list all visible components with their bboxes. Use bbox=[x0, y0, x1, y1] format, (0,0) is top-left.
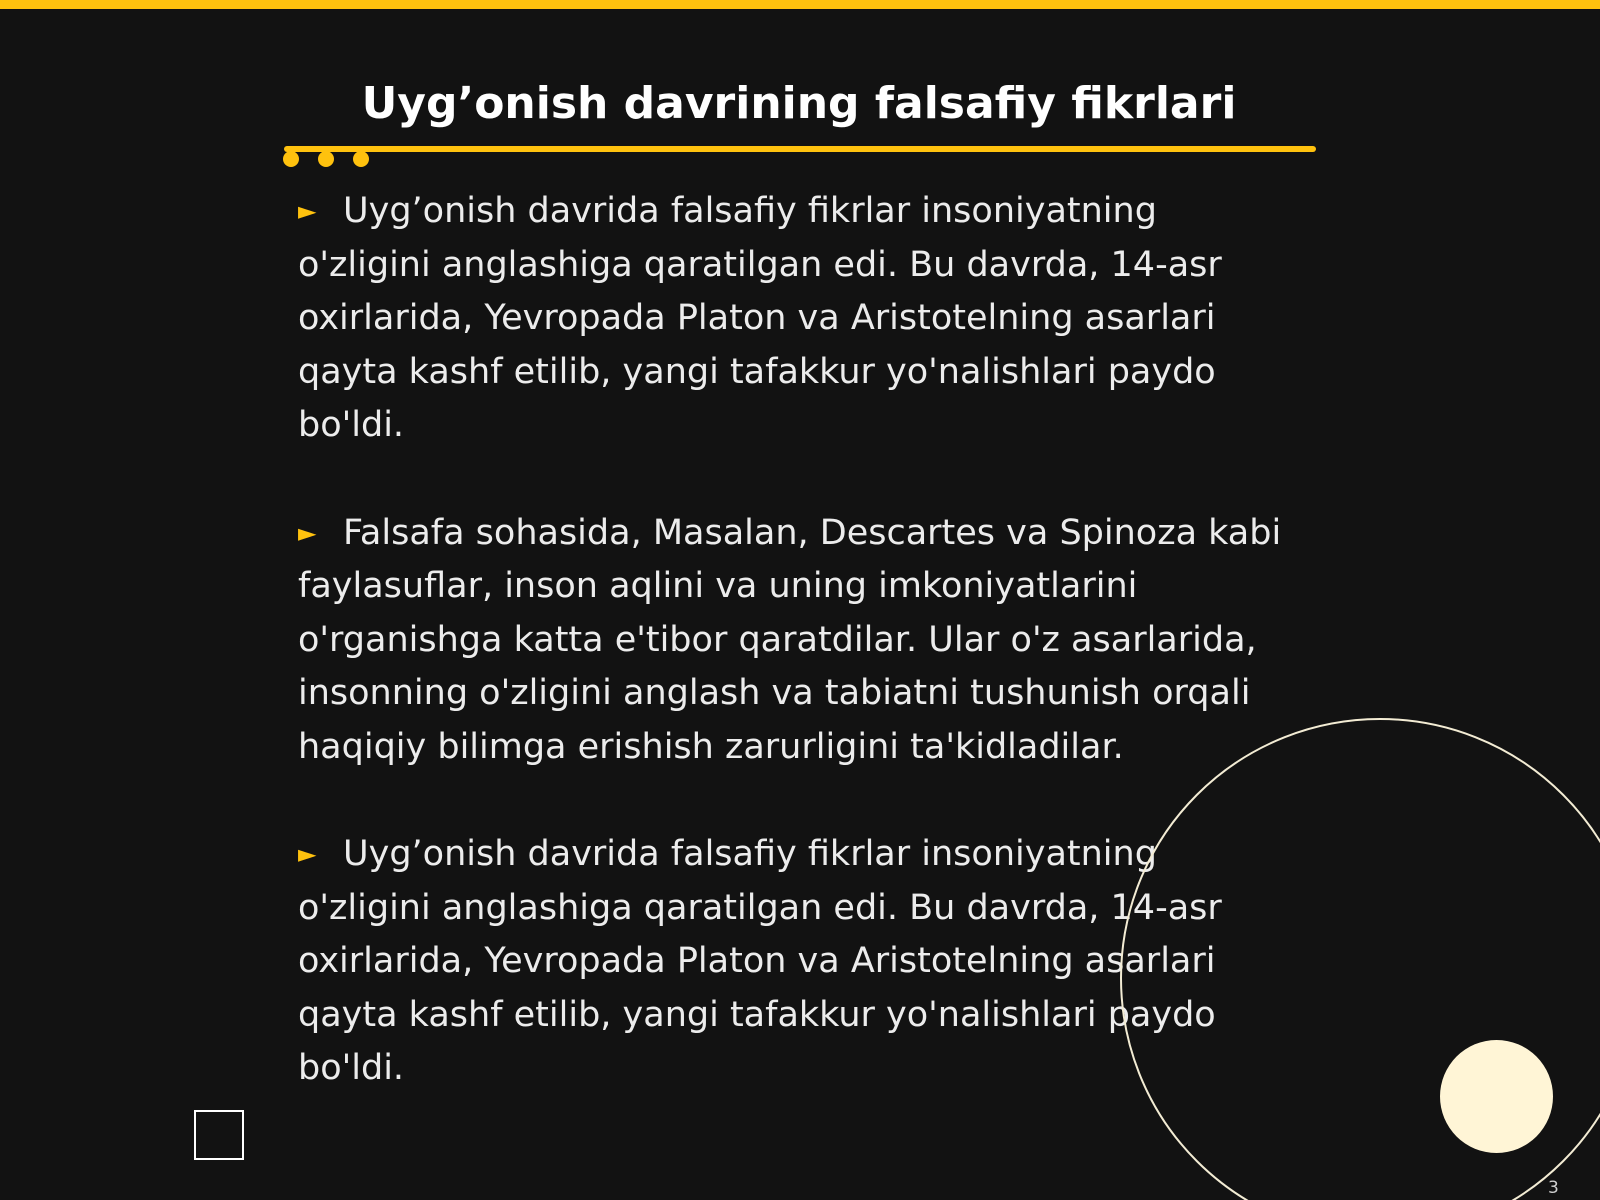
top-accent-bar bbox=[0, 0, 1600, 9]
decorative-square bbox=[194, 1110, 244, 1160]
bullet-paragraph bbox=[298, 185, 1298, 453]
decorative-filled-circle bbox=[1440, 1040, 1553, 1153]
paragraph-text: Uyg’onish davrida falsafiy fikrlar insoniyatning o'zligini anglashiga qaratilgan edi. Bu davrda, 14-asr oxirlarida, Yevropada Platon va Aristotelning asarlari qayta kashf etilib, yangi tafakkur yo'nalishlari paydo bo'ldi. bbox=[298, 834, 1222, 1088]
bullet-triangle-icon: ► bbox=[298, 518, 317, 547]
decorative-dot bbox=[318, 151, 334, 167]
page-number: 3 bbox=[1548, 1178, 1559, 1198]
paragraph-text: Falsafa sohasida, Masalan, Descartes va Spinoza kabi faylasuflar, inson aqlini va uning imkoniyatlarini o'rganishga katta e'tibor qaratdilar. Ular o'z asarlarida, insonning o'zligini anglash va tabiatni tushunish orqali haqiqiy bilimga erishish zarurligini ta'kidladilar. bbox=[298, 512, 1282, 767]
bullet-paragraph bbox=[298, 507, 1298, 775]
bullet-triangle-icon: ► bbox=[298, 840, 317, 868]
decorative-dot bbox=[353, 151, 369, 167]
slide-body bbox=[298, 185, 1298, 1096]
paragraph-text: Uyg’onish davrida falsafiy fikrlar insoniyatning o'zligini anglashiga qaratilgan edi. Bu davrda, 14-asr oxirlarida, Yevropada Platon va Aristotelning asarlari qayta kashf etilib, yangi tafakkur yo'nalishlari paydo bo'ldi. bbox=[298, 191, 1222, 445]
bullet-triangle-icon: ► bbox=[298, 197, 317, 225]
slide-title: Uyg’onish davrining falsafiy fikrlari bbox=[361, 78, 1237, 129]
decorative-dot bbox=[283, 151, 299, 167]
title-underline bbox=[284, 146, 1316, 152]
bullet-paragraph bbox=[298, 828, 1298, 1096]
